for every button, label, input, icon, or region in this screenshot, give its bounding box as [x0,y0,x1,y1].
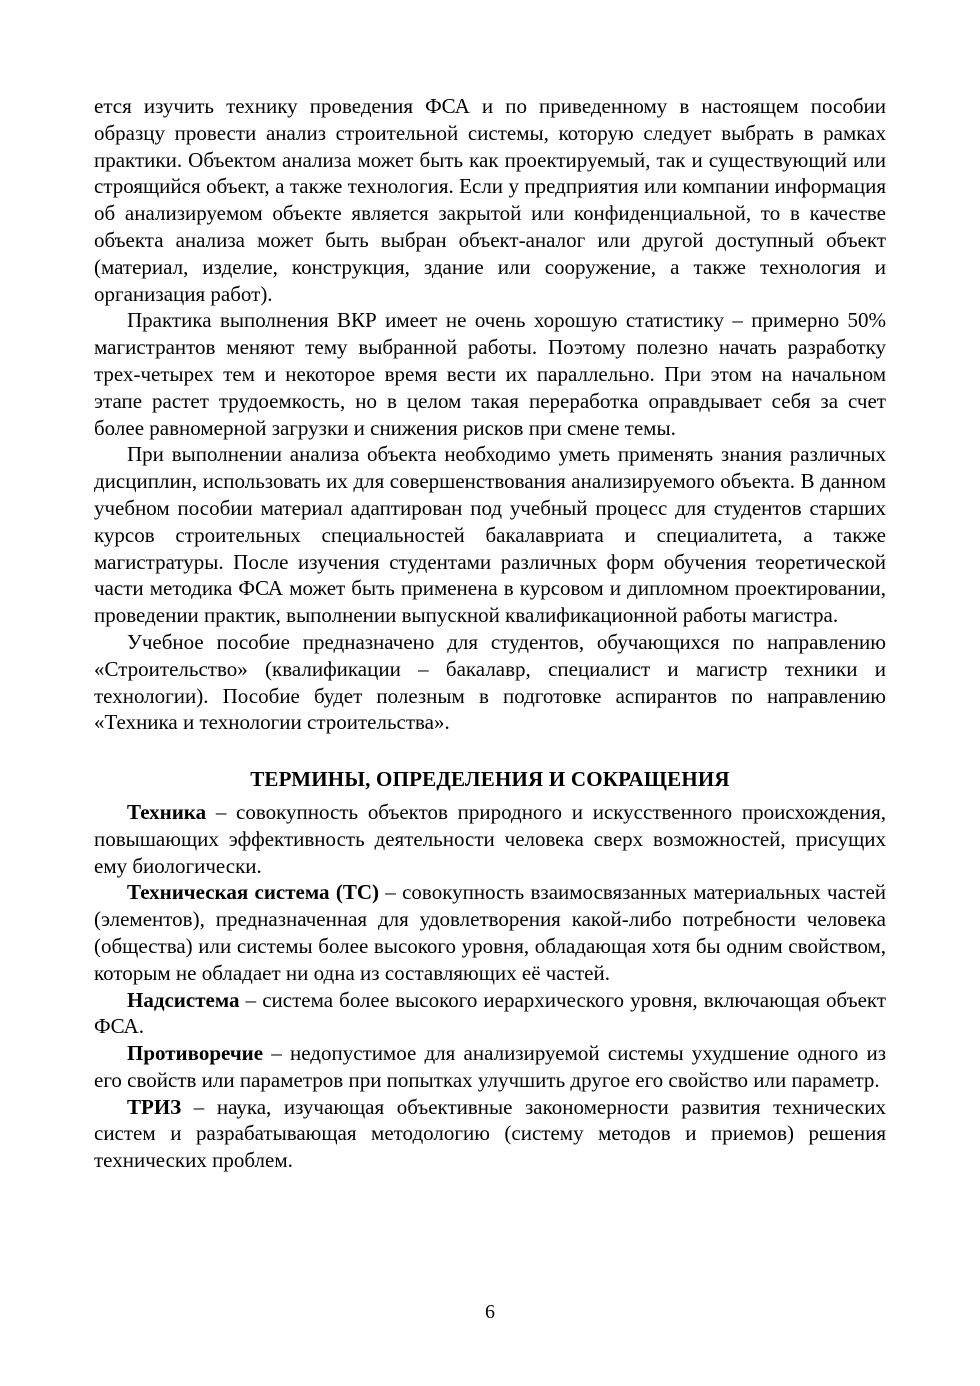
definition-text: – система более высокого иерархического уровня, включающая объект ФСА. [94,987,886,1039]
definition-triz [94,1094,886,1174]
definition-term: Противоречие [127,1041,264,1066]
definition-text: – недопустимое для анализируемой системы ухудшение одного из его свойств или параметров при попытках улучшить другое его свойство или параметр. [94,1041,886,1092]
definition-supersystem [94,987,886,1041]
body-paragraph-object-analysis: При выполнении анализа объекта необходимо уметь применять знания различных дисциплин, использовать их для совершенствования анализируемого объекта. В данном учебном пособии материал адаптирован под учебный процесс для студентов старших курсов строительных специальностей бакалавриата и специалитета, а также магистратуры. После изучения студентами различных форм обучения теоретической части методика ФСА может быть применена в курсовом и дипломном проектировании, проведении практик, выполнении выпускной квалификационной работы магистра. [94,442,886,628]
definition-term: Техническая система (ТС) [127,880,379,905]
definition-text: – совокупность взаимосвязанных материальных частей (элементов), предназначенная для удовлетворения какой-либо потребности человека (общества) или системы более высокого уровня, обладающая хотя бы одним свойством, которым не обладает ни одна из составляющих её частей. [94,880,887,985]
definition-text: – совокупность объектов природного и искусственного происхождения, повышающих эффективность деятельности человека сверх возможностей, присущих ему биологически. [94,799,886,878]
definition-term: Надсистема [127,987,240,1012]
definition-technique [94,799,886,879]
body-paragraph-continuation: ется изучить технику проведения ФСА и по приведенному в настоящем пособии образцу провести анализ строительной системы, которую следует выбрать в рамках практики. Объектом анализа может быть как проектируемый, так и существующий или строящийся объект, а также технология. Если у предприятия или компании информация об анализируемом объекте является закрытой или конфиденциальной, то в качестве объекта анализа может быть выбран объект-аналог или другой доступный объект (материал, изделие, конструкция, здание или сооружение, а также технология и организация работ). [94,94,886,306]
body-paragraph-audience: Учебное пособие предназначено для студентов, обучающихся по направлению «Строительство» (квалификации – бакалавр, специалист и магистр техники и технологии). Пособие будет полезным в подготовке аспирантов по направлению «Техника и технологии строительства». [94,629,886,735]
document-page [94,93,886,1174]
definition-technical-system [94,879,886,986]
page-number: 6 [485,1301,495,1323]
body-paragraph-vkr-practice: Практика выполнения ВКР имеет не очень хорошую статистику – примерно 50% магистрантов меняют тему выбранной работы. Поэтому полезно начать разработку трех-четырех тем и некоторое время вести их параллельно. При этом на начальном этапе растет трудоемкость, но в целом такая переработка оправдывает себя за счет более равномерной загрузки и снижения рисков при смене темы. [94,308,886,440]
definition-term: Техника [127,799,207,824]
definition-text: – наука, изучающая объективные закономерности развития технических систем и разрабатывающая методологию (систему методов и приемов) решения технических проблем. [94,1094,886,1173]
definition-term: ТРИЗ [127,1094,182,1119]
definition-contradiction [94,1040,886,1094]
section-heading: ТЕРМИНЫ, ОПРЕДЕЛЕНИЯ И СОКРАЩЕНИЯ [250,767,730,792]
